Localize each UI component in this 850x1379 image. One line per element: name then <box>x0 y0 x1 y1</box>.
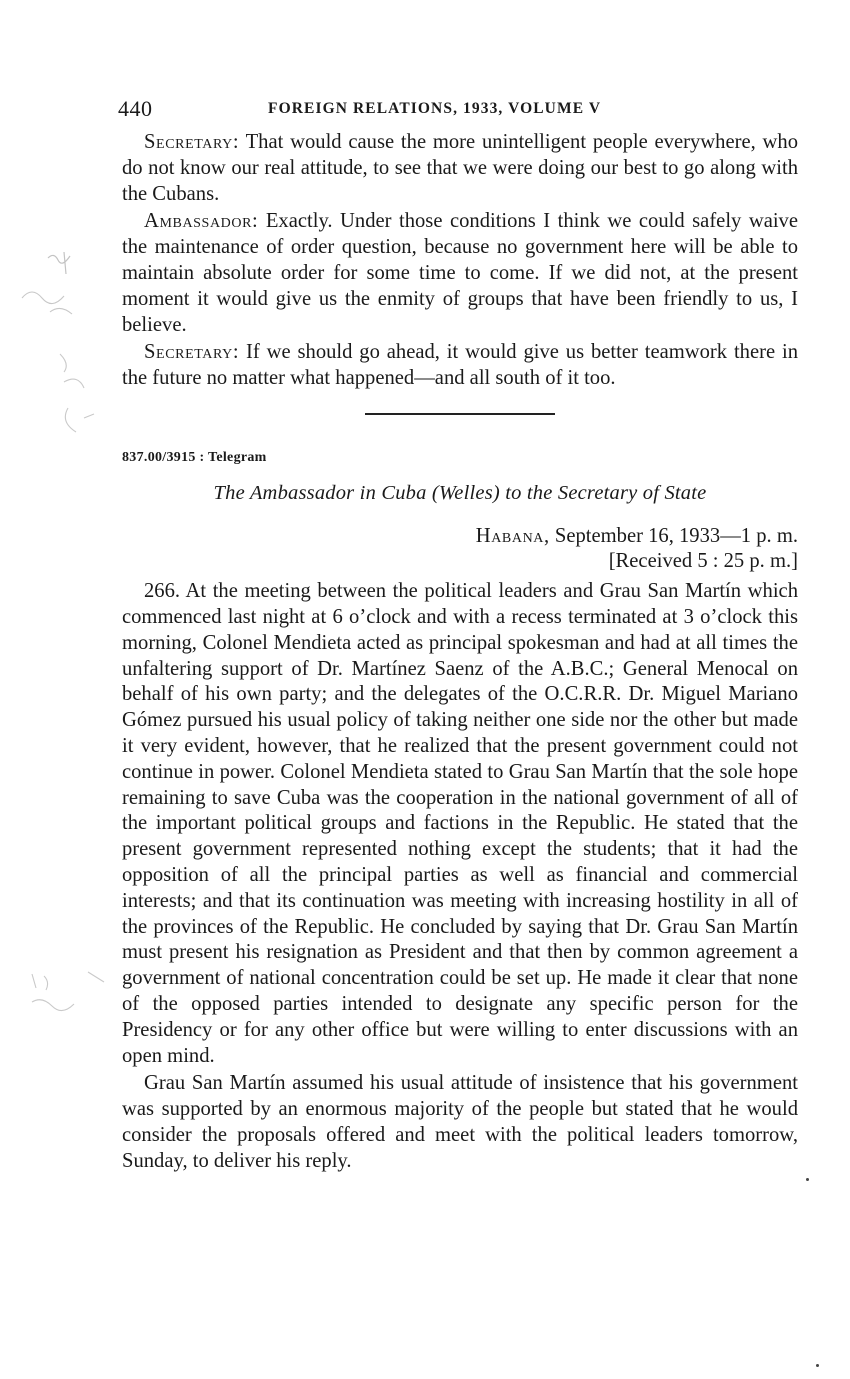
marginal-handwriting-mark <box>28 968 108 1018</box>
telegram-paragraph: Grau San Martín assumed his usual attitude of insistence that his government was supported by an enormous majority of the people but stated that he would consider the proposals offered and meet with the political leaders tomorrow, Sunday, to deliver his reply. <box>122 1072 798 1172</box>
document-page <box>118 92 798 1174</box>
section-divider <box>365 413 555 415</box>
dialogue-section <box>122 130 798 392</box>
dateline-date: September 16, 1933—1 p. m. <box>554 524 798 547</box>
dateline <box>122 524 798 550</box>
dialogue-text: That would cause the more unintelligent people everywhere, who do not know our real attitude, to see that we were doing our best to go along with the Cubans. <box>122 131 798 205</box>
running-head-title: FOREIGN RELATIONS, 1933, VOLUME V <box>268 100 602 117</box>
running-head <box>118 92 798 126</box>
dialogue-paragraph <box>122 209 798 338</box>
document-title: The Ambassador in Cuba (Welles) to the Secretary of State <box>213 481 707 504</box>
scan-speck <box>816 1364 819 1367</box>
dialogue-text: If we should go ahead, it would give us better teamwork there in the future no matter what happened—and all south of it too. <box>122 341 798 390</box>
speaker-label: Ambassador: <box>144 210 259 233</box>
pencil-scribble-icon <box>28 968 108 1018</box>
file-reference: 837.00/3915 : Telegram <box>122 449 267 465</box>
dialogue-paragraph <box>122 130 798 207</box>
received-note: [Received 5 : 25 p. m.] <box>608 550 798 573</box>
marginal-handwriting-mark <box>20 284 80 324</box>
speaker-label: Secretary: <box>144 341 240 364</box>
marginal-handwriting-mark <box>44 248 84 278</box>
marginal-handwriting-mark <box>54 348 104 438</box>
page-number: 440 <box>118 96 153 121</box>
telegram-paragraph: 266. At the meeting between the political leaders and Grau San Martín which commenced last night at 6 o’clock and with a recess terminated at 3 o’clock this morning, Colonel Mendieta acted as principal spokesman and had at all times the unfaltering support of Dr. Martínez Saenz of the A.B.C.; General Menocal on behalf of his own party; and the delegates of the O.C.R.R. Dr. Miguel Mariano Gómez pursued his usual policy of taking neither one side nor the other but made it very evident, however, that he realized that the present government could not continue in power. Colonel Mendieta stated to Grau San Martín that the sole hope remaining to save Cuba was the cooperation in the national government of all of the important political groups and factions in the Republic. He stated that the present government represented nothing except the students; that it had the opposition of all the principal parties as well as financial and commercial interests; and that its continuation was meeting with increasing hostility in all of the provinces of the Republic. He concluded by saying that Dr. Grau San Martín must present his resignation as President and that then by common agreement a government of national concentration could be set up. He made it clear that none of the opposed parties intended to designate any specific person for the Presidency or for any other office but were willing to enter discussions with an open mind. <box>122 580 798 1067</box>
pencil-scribble-icon <box>20 284 80 324</box>
dialogue-paragraph <box>122 340 798 392</box>
dialogue-text: Exactly. Under those conditions I think we could safely waive the maintenance of order question, because no government here will be able to maintain absolute order for some time to come. If we did not, at the present moment it would give us the enmity of groups that have been friendly to us, I believe. <box>122 210 798 336</box>
dateline-place: Habana, <box>475 524 550 547</box>
scan-speck <box>806 1178 809 1181</box>
pencil-scribble-icon <box>44 248 84 278</box>
speaker-label: Secretary: <box>144 131 240 153</box>
pencil-scribble-icon <box>54 348 104 438</box>
